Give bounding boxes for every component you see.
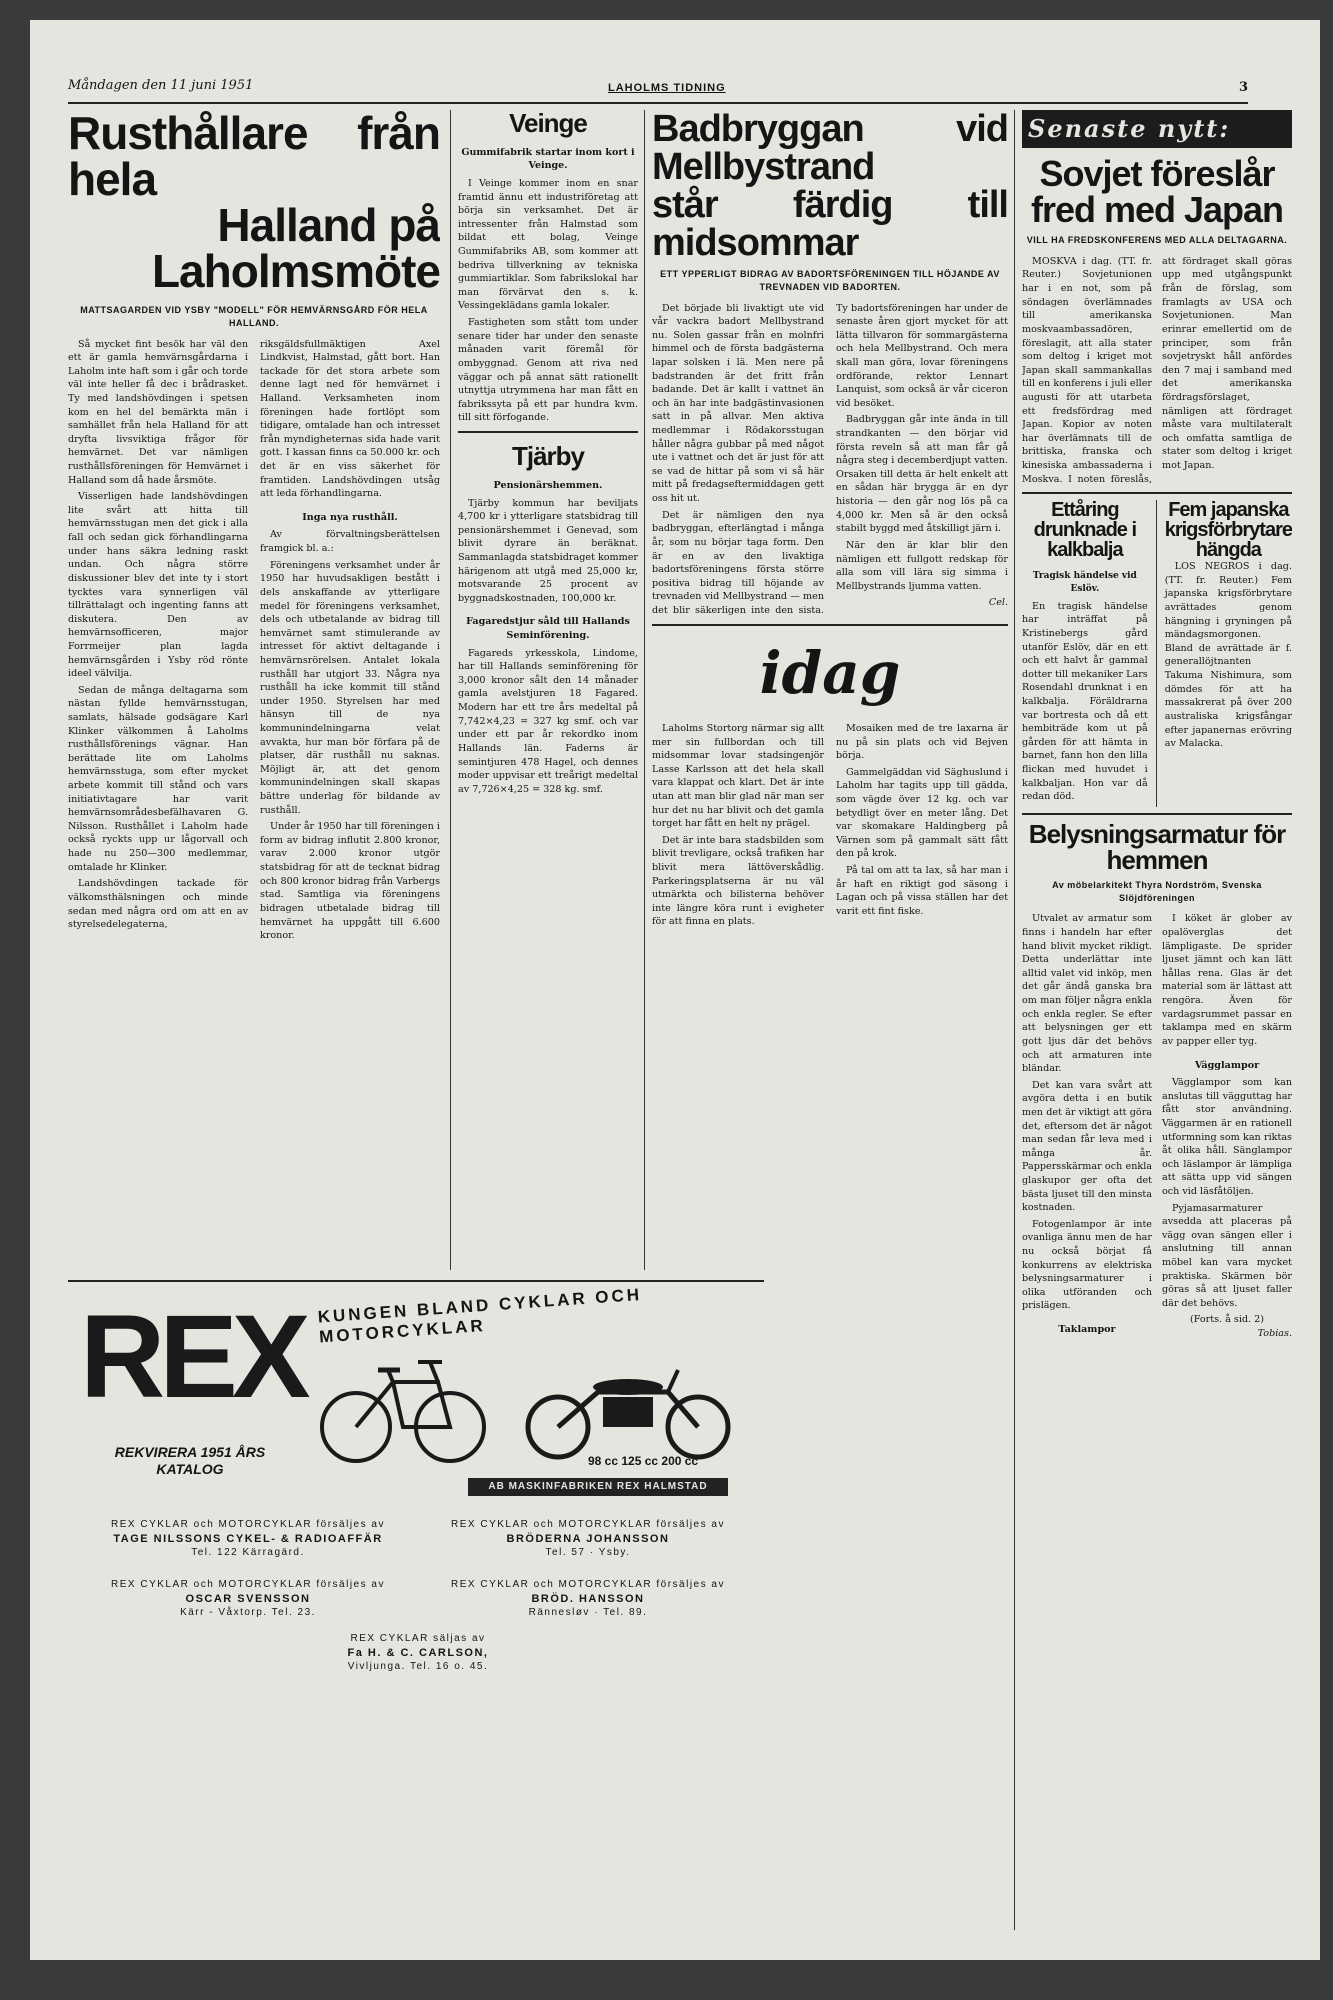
paragraph: I köket är glober av opalöverglas det lämpligaste. De sprider ljuset jämnt och kan lätt hållas rena. Glas är det material som är lättast att rengöra. Även för vardagsrummet passar en taklampa med en skärm av papper eller tyg. xyxy=(1162,913,1292,1047)
paragraph: En tragisk händelse har inträffat på Kristinebergs gård utanför Eslöv, där en ett och ett halvt år gammal dotter till mekaniker Lars Rosendahl drunknat i en kalkbalja. Föräldrarna var bortresta och då ett hembiträde kom ut på gården för att hämta in barnet, fann hon den lilla flickan med huvudet i kalkbaljan. Hon var då redan död. xyxy=(1022,600,1148,803)
engine-sizes: 98 cc 125 cc 200 cc xyxy=(588,1454,699,1468)
paragraph: Fagareds yrkesskola, Lindome, har till Hallands seminförening för 3,000 kronor sålt den 14 månader gamla avelstjuren 18 Fagared. Modern har ett tre års medeltal på 7,742×4,23 = 327 kg smf. och var under ett par år rekordko inom Hallands län. Faderns är semintjuren 478 Hagel, och dennes moder uppvisar ett treårigt medeltal av 7,726×4,25 = 328 kg. smf. xyxy=(458,647,638,795)
dealer-block xyxy=(88,1578,408,1620)
headline: Rusthållare från hela xyxy=(68,110,440,205)
dealer-intro: REX CYKLAR och MOTORCYKLAR försäljes av xyxy=(451,1519,725,1530)
article-senaste-nytt xyxy=(1022,110,1292,1930)
paragraph: Gammelgäddan vid Säghuslund i Laholm har tagits upp till gädda, som vägde över 12 kg. och var betydligt över en meter lång. Det var skomakare Haldingberg på Värnen som på gammalt sätt fått den på krok. xyxy=(836,766,1008,860)
headline: Veinge xyxy=(509,110,587,138)
newspaper-name: LAHOLMS TIDNING xyxy=(608,82,726,94)
paragraph: Det började bli livaktigt ute vid vår vackra badort Mellbystrand nu. Solen gassar från en molnfri himmel och de första badgästerna lapar solsken i lä. Men nere på badstranden är det fritt från badande. Det är kallt i vattnet än och än har inte badgästinvasionen satt in på allvar. Men aktiva medlemmar i Rödakorsstugan håller några gubbar på med något ute i vattnet och det är just för att se vad de hittar på som vi så här mitt på fredagseftermiddagen gett oss hit ut. xyxy=(652,302,824,505)
paragraph: Mosaiken med de tre laxarna är nu på sin plats och vid Bejven börja. xyxy=(836,722,1008,762)
paragraph: Föreningens verksamhet under år 1950 har huvudsakligen bestått i dels anskaffande av ytterligare medel för föreningens verksamhet, dels och utbetalande av bidrag till hemvärnet samt stimulerande av intresset för aktivt deltagande i hemvärnsrörelsen. Antalet lokala rusthåll har utgjort 33. Några nya rusthåll ha icke kommit till stånd under 1950. Styrelsen har med hänsyn till de nya kommunindelningarna velat avvakta, hur man bör förfara på de platser, där rusthåll nu saknas. Möjligt är, att det genom kommunindelningen skall skapas bättre underlag för bildande av rusthåll. xyxy=(260,559,440,816)
article-fem-japanska xyxy=(1165,500,1292,807)
catalog-line-1: REKVIRERA 1951 ÅRS xyxy=(114,1444,266,1460)
masthead xyxy=(68,68,1248,104)
issue-date: Måndagen den 11 juni 1951 xyxy=(68,78,254,93)
paragraph: Tjärby kommun har beviljats 4,700 kr i ytterligare statsbidrag till pensionärshemmet i Genevad, som blivit dyrare än beräknat. Sammanlagda statsbidraget kommer härigenom att utgå med 25,000 kr, motsvarande 25 procent av byggnadskostnaden, 100,000 kr. xyxy=(458,497,638,604)
manufacturer-banner: AB MASKINFABRIKEN REX HALMSTAD xyxy=(468,1478,728,1496)
paragraph: Pyjamasarmaturer avsedda att placeras på vägg ovan sängen eller i anslutning till annan möbel kan vara mycket praktiska. Skärmen bör göras så att ljuset faller där det behövs. xyxy=(1162,1202,1292,1309)
headline-line-2: står färdig till midsommar xyxy=(652,184,1008,264)
column-rule xyxy=(644,110,645,1270)
dealer-contact: Kärr - Våxtorp. Tel. 23. xyxy=(180,1607,316,1619)
continued-note: (Forts. å sid. 2) xyxy=(1190,1314,1264,1326)
motorcycle-illustration xyxy=(518,1352,738,1462)
dealer-contact: Tel. 122 Kärragärd. xyxy=(191,1547,305,1559)
kicker: Gummifabrik startar inom kort i Veinge. xyxy=(461,147,635,172)
subhead: Fagaredstjur såld till Hallands Seminförening. xyxy=(466,616,630,642)
headline: Badbryggan vid Mellbystrand xyxy=(652,110,1008,188)
paragraph: LOS NEGROS i dag. (TT. fr. Reuter.) Fem japanska krigsförbrytare avrättades genom hängning i gryningen på mändagsmorgonen. Bland de avrättade är f. generallöjtnanten Takuma Nishimura, som dömdes för att ha massakrerat på över 200 australiska krigsfångar efter japanernas erövring av Malacka. xyxy=(1164,561,1292,750)
headline: Ettåring drunknade i kalkbalja xyxy=(1033,499,1137,562)
dealer-intro: REX CYKLAR och MOTORCYKLAR försäljes av xyxy=(451,1579,725,1590)
divider xyxy=(1022,813,1292,815)
divider xyxy=(458,431,638,433)
dealer-name: BRÖD. HANSSON xyxy=(531,1592,645,1605)
paragraph: Fotogenlampor är inte ovanliga ännu men de har nu också börjat få konkurrens av elektriska belysningsarmaturer i olika utföranden och prislägen. xyxy=(1022,1218,1152,1312)
rex-slogan: KUNGEN BLAND CYKLAR OCH MOTORCYKLAR xyxy=(317,1284,643,1347)
kicker: Tragisk händelse vid Eslöv. xyxy=(1032,571,1137,594)
article-ettaring xyxy=(1022,500,1148,807)
dealer-intro: REX CYKLAR och MOTORCYKLAR försäljes av xyxy=(111,1519,385,1530)
idag-title: idag xyxy=(759,638,901,707)
column-rule xyxy=(1156,500,1157,807)
paragraph: Badbryggan går inte ända in till strandkanten — den börjar vid första reveln så att man får gå några steg i decemberdjupt vatten. Orsaken till detta är helt enkelt att en sådan här brygga är en dyr historia — den går nog lös på ca 4,000 kr. Men så är den också stabilt byggd med åtskilligt järn i. xyxy=(836,414,1008,535)
dealer-intro: REX CYKLAR och MOTORCYKLAR försäljes av xyxy=(111,1579,385,1590)
subhead: Taklampor xyxy=(1058,1324,1116,1336)
headline: Sovjet föreslår xyxy=(1039,153,1275,195)
belysning-headline: Belysningsarmatur för hemmen xyxy=(1028,818,1286,875)
dealer-contact: Rännesløv · Tel. 89. xyxy=(528,1607,648,1619)
kicker: Av möbelarkitekt Thyra Nordström, Svenska Slöjdföreningen xyxy=(1052,879,1262,903)
rex-advertisement xyxy=(68,1280,764,1682)
paragraph: Visserligen hade landshövdingen lite svårt att hitta till hemvärnsstugan men det gick i alla fall och sedan gick förhandlingarna under hans säkra ledning raskt undan. Och några större diskussioner blev det inte ty i stort tycktes vara synnerligen väl tillrättalagt och ingenting fanns att diskutera. Den av hemvärnsofficeren, major Forrmeijer plan lagda hemvärnsgården i Ysby röd rönte ideel välvilja. xyxy=(68,491,248,680)
paragraph: Så mycket fint besök har väl den ett är gamla hemvärnsgårdarna i Laholm inte haft som i går och torde väl inte heller få dec i brådrasket. Ty med landshövdingen i spetsen kom en hel del bemärkta män i samhället från hela Halland för att dryfta livsviktiga frågor för hemvärnet. Det var nämligen rusthållsföreningen för Hemvärnet i Halland som då hade årsmöte. xyxy=(68,338,248,486)
subhead: Inga nya rusthåll. xyxy=(302,511,398,523)
column-rule xyxy=(450,110,451,1270)
belysning-body xyxy=(1022,912,1292,1340)
short-news-row xyxy=(1022,500,1292,807)
paragraph: Det är inte bara stadsbilden som blivit trevligare, också trafiken har blivit mera lättöverskådlig. Parkeringsplatserna är nu väl utmärkta och bilisterna behöver inte längre köra runt i evigheter för att finna en plats. xyxy=(652,834,824,928)
catalog-line-2: KATALOG xyxy=(156,1460,224,1477)
newspaper-page xyxy=(30,20,1320,1960)
dealer-intro: REX CYKLAR säljas av xyxy=(350,1633,486,1644)
dealer-block xyxy=(428,1518,748,1560)
dealer-name: OSCAR SVENSSON xyxy=(185,1592,311,1605)
kicker: ETT YPPERLIGT BIDRAG AV BADORTSFÖRENINGEN TILL HÖJANDE AV TREVNADEN VID BADORTEN. xyxy=(660,269,1000,292)
dealer-contact: Vivljunga. Tel. 16 o. 45. xyxy=(347,1661,489,1673)
rex-logo: REX xyxy=(80,1291,305,1423)
dealer-block xyxy=(258,1632,578,1674)
paragraph: Under år 1950 har till föreningen i form av bidrag influtit 2.800 kronor, varav 2.000 kronor utgör statsbidrag för att de tecknat bidrag och 800 kronor bidrag från Varbergs stad. Samtliga via föreningens bidragen utbetalade bidrag till hemvärnet ha uppgått till 6.600 kronor. xyxy=(260,821,440,942)
paragraph: Laholms Stortorg närmar sig allt mer sin fullbordan och till midsommar lovar stadsingenjör Lasse Karlsson att det hela skall vara klappat och klart. Det är inte utan att man blir glad när man ser hur det nu har blivit och det gamla torget har fått en helt ny prägel. xyxy=(652,722,824,830)
headline: Fem japanska krigsförbrytare hängda xyxy=(1164,499,1292,562)
signature: Cel. xyxy=(988,597,1008,609)
paragraph: På tal om att ta lax, så har man i år haft en riktigt god säsong i Lagan och på vissa ställen har det varit ett fint fiske. xyxy=(836,865,1008,917)
article-body xyxy=(652,302,1008,618)
bicycle-illustration xyxy=(318,1332,488,1472)
article-veinge xyxy=(458,110,638,1270)
page-number: 3 xyxy=(1238,80,1248,95)
headline-line-2: fred med Japan xyxy=(1030,189,1284,231)
subhead: Pensionärshemmen. xyxy=(493,479,603,491)
tjarby-headline: Tjärby xyxy=(511,440,585,471)
dealer-block xyxy=(428,1578,748,1620)
divider xyxy=(652,624,1008,626)
divider xyxy=(1022,492,1292,494)
senaste-nytt-banner: Senaste nytt: xyxy=(1022,110,1292,148)
paragraph: I Veinge kommer inom en snar framtid ännu ett industriföretag att börja sin verksamhet. Det är intressenter från Halmstad som bildat ett bolag, Veinge Gummifabriks AB, som kommer att bedriva tillverkning av tekniska gummiartiklar. Som fabrikslokal har man förvärvat den s. k. Vessingeklädans gamla lokaler. xyxy=(458,177,638,312)
column-rule xyxy=(1014,110,1015,1930)
dealer-block xyxy=(88,1518,408,1560)
paragraph: Landshövdingen tackade för välkomsthälsningen och minde sedan med några ord om att en av styrelsedelegaterna, riksgäldsfullmäktigen Axel Lindkvist, Halmstad, gått bort. Han tackade för det stora arbete som denne lagt ned för hemvärnet i Halland. Verksamheten inom föreningen hade fortlöpt som tidigare, omtalade han och intresset från myndigheternas sida hade varit gott. I kassan finns ca 50.000 kr. och det är en viss säkerhet för framtiden. Landshövdingen utsåg att leda förhandlingarna. xyxy=(68,338,440,931)
kicker: VILL HA FREDSKONFERENS MED ALLA DELTAGARNA. xyxy=(1026,235,1288,246)
article-body xyxy=(68,338,440,943)
headline-line-2: Halland på Laholmsmöte xyxy=(151,199,440,297)
dealer-name: TAGE NILSSONS CYKEL- & RADIOAFFÄR xyxy=(113,1532,383,1545)
subhead: Vägglampor xyxy=(1194,1059,1260,1071)
paragraph: Vägglampor som kan anslutas till vägguttag har fått stor användning. Väggarmen är en rationell utformning som kan riktas åt olika håll. Sänglampor och läslampor är lämpliga att sätta upp vid sängen och vid läsfåtöljen. xyxy=(1162,1077,1292,1197)
dealer-contact: Tel. 57 · Ysby. xyxy=(545,1547,631,1559)
catalog-offer xyxy=(90,1444,290,1478)
paragraph: Fastigheten som stått tom under senare tider har under den senaste månaden varit föremål för ombyggnad. Genom att riva ned väggar och på annat sätt rationellt utnyttja utrymmena har man fått en fabrikssyta på ett par hundra kvm. till sitt förfogande. xyxy=(458,317,638,424)
paragraph: Sedan de många deltagarna som nästan fyllde hemvärnsstugan, samlats, hälsade godsägare Karl Klinker välkommen å Laholms rusthållsförenings vägnar. Han berättade lite om Laholms hemvärnsstuga, som efter mycket arbete kommit till stånd och vars initiativtagare har varit hemvärnsområdesbefälhavaren G. Nilsson. Rusthållet i Laholm hade också ryckts upp ur lågorvall och hade nu 250—300 medlemmar, omtalade hr Klinker. xyxy=(68,684,248,873)
paragraph: Av förvaltningsberättelsen framgick bl. a.: xyxy=(260,529,440,555)
paragraph: Det är nämligen den nya badbryggan, efterlängtad i många år, som nu börjar taga form. Den är en av den livaktiga badortsföreningens första större positiva bidrag till höjande av trevnaden vid Mellbystrand — men det blir säkerligen inte den sista. Ty badortsföreningen har under de senaste åren gjort mycket för att lätta tillvaron för sommargästerna och hela Mellbystrand. Och mera skall man göra, lovar föreningens ordförande, rektor Lennart Lanquist, som också är vår ciceron vid besöket. xyxy=(652,302,1008,616)
paragraph: Det kan vara svårt att avgöra detta i en butik men det är viktigt att göra det, eftersom det är något man sedan får leva med i många år. Pappersskärmar och enkla glaskupor ger ofta det bästa ljuset till den minsta kostnaden. xyxy=(1022,1079,1152,1214)
dealer-name: Fa H. & C. CARLSON, xyxy=(347,1646,489,1659)
article-rusthallare xyxy=(68,110,440,1270)
paragraph: MOSKVA i dag. (TT. fr. Reuter.) Sovjetunionen har i en not, som på söndagen överlämnades till amerikanska moskvaambassadören, föreslagit, att alla stater som deltog i kriget mot Japan skall sammankallas till en konferens i juli eller augusti för att utarbeta ett fredsfördrag med Japan. Kopior av noten har överlämnats till de brittiska, franska och kinesiska ambassaderna i Moskva. I noten föreslås, att fördraget skall göras upp med utgångspunkt från de förslag, som framlagts av USA och Sovjetunionen. Man erinrar emellertid om de principer, som från sovjetryskt håll anfördes den 7 maj i samband med det amerikanska fördragsförslaget, nämligen att fördraget måste vara multilateralt och omfatta samtliga de stater som deltog i kriget mot Japan. xyxy=(1022,255,1292,485)
dealer-name: BRÖDERNA JOHANSSON xyxy=(506,1532,670,1545)
idag-body xyxy=(652,722,1008,929)
signature: Tobias. xyxy=(1257,1328,1292,1340)
paragraph: När den är klar blir den nämligen ett fullgott redskap för alla som vill lära sig simma i Mellbystrands ljumma vatten. xyxy=(836,539,1008,592)
paragraph: Utvalet av armatur som finns i handeln har efter hand blivit mycket rikligt. Detta underlättar inte alltid valet vid inköp, men det går ändå ganska bra om man följer några enkla och enkla regler. Se efter att belysningen ger ett gott ljus där det behövs och att armaturen inte bländar. xyxy=(1022,913,1152,1075)
kicker: MATTSAGARDEN VID YSBY "MODELL" FÖR HEMVÄRNSGÅRD FÖR HELA HALLAND. xyxy=(80,305,428,328)
